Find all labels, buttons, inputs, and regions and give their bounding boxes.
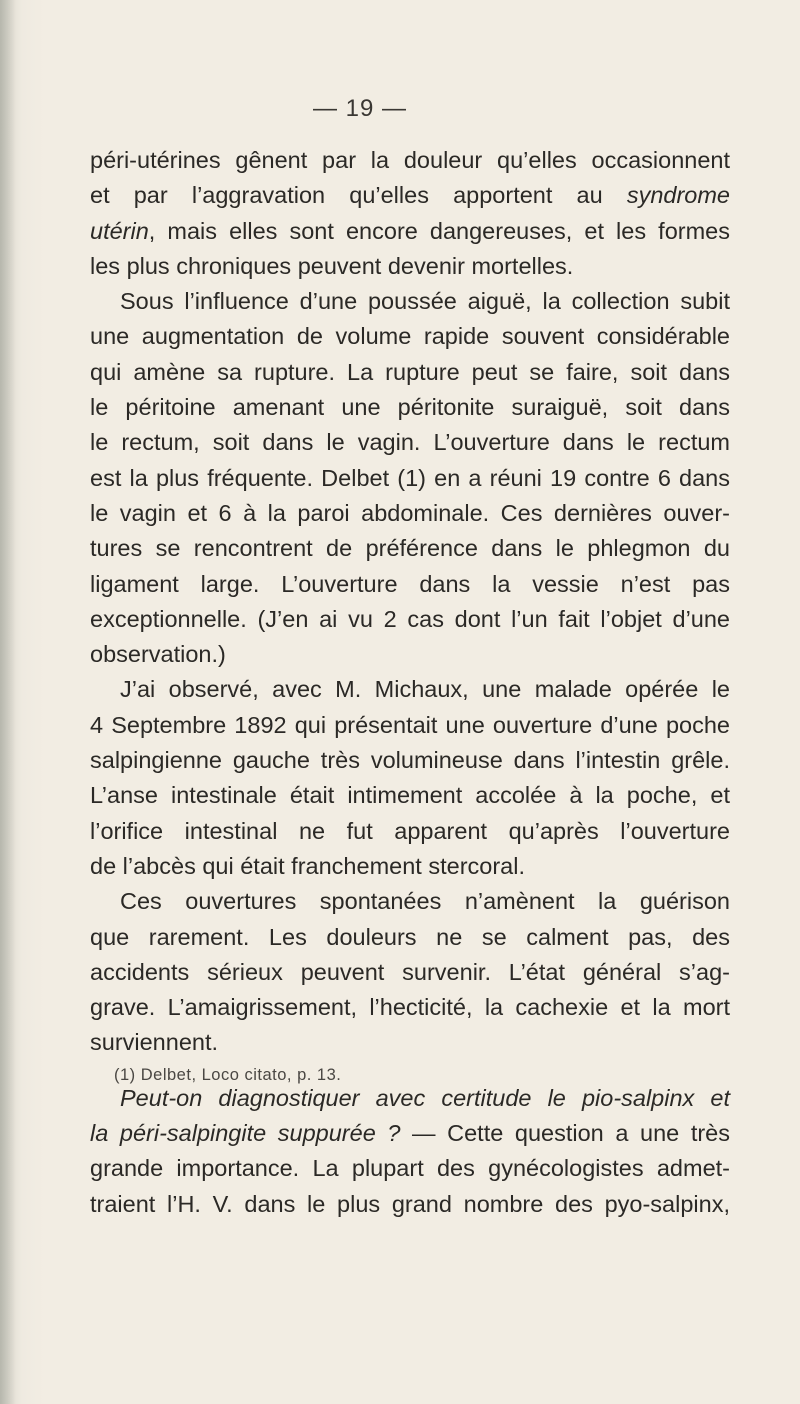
text-line: 4 Septembre 1892 qui présentait une ouverture d’une poche (90, 711, 730, 738)
text-line: Sous l’influence d’une poussée aiguë, la collection subit (120, 288, 730, 315)
text-line: salpingienne gauche très volumineuse dans l’intestin grêle. (90, 747, 730, 774)
text-line: observation.) (90, 641, 226, 668)
text-line: qui amène sa rupture. La rupture peut se faire, soit dans (90, 358, 730, 385)
paragraph-2 (90, 284, 730, 672)
binding-shadow (0, 0, 16, 1404)
text-line: accidents sérieux peuvent survenir. L’état général s’ag- (90, 958, 730, 985)
text-line: péri-utérines gênent par la douleur qu’elles occasionnent (90, 147, 730, 173)
text-line: L’anse intestinale était intimement accolée à la poche, et (90, 782, 730, 809)
text-line: le péritoine amenant une péritonite suraiguë, soit dans (90, 394, 730, 421)
text-line: grande importance. La plupart des gynécologistes admet- (90, 1155, 730, 1182)
text-line: J’ai observé, avec M. Michaux, une malade opérée le (120, 676, 730, 703)
text-line: le rectum, soit dans le vagin. L’ouverture dans le rectum (90, 429, 730, 456)
text-line: de l’abcès qui était franchement stercoral. (90, 852, 525, 879)
text-line: est la plus fréquente. Delbet (1) en a réuni 19 contre 6 dans (90, 464, 730, 491)
text-line: tures se rencontrent de préférence dans le phlegmon du (90, 535, 730, 562)
text-line: Ces ouvertures spontanées n’amènent la guérison (120, 888, 730, 915)
text-line: traient l’H. V. dans le plus grand nombre des pyo-salpinx, (90, 1190, 730, 1217)
text-line: une augmentation de volume rapide souvent considérable (90, 323, 730, 350)
text-line: les plus chroniques peuvent devenir mortelles. (90, 252, 574, 279)
text-line: l’orifice intestinal ne fut apparent qu’après l’ouverture (90, 817, 730, 844)
text-line: le vagin et 6 à la paroi abdominale. Ces dernières ouver- (90, 499, 730, 526)
text-line: Peut-on diagnostiquer avec certitude le pio-salpinx et (120, 1084, 730, 1111)
text-line: ligament large. L’ouverture dans la vessie n’est pas (90, 570, 730, 597)
paragraph-4 (90, 884, 730, 1060)
footnote: (1) Delbet, Loco citato, p. 13. (114, 1066, 342, 1084)
body-text (90, 143, 730, 1222)
text-line: la péri-salpingite suppurée ? — Cette question a une très (90, 1120, 730, 1147)
paragraph-5 (90, 1081, 730, 1222)
text-line: que rarement. Les douleurs ne se calment pas, des (90, 923, 730, 950)
text-line: grave. L’amaigrissement, l’hecticité, la cachexie et la mort (90, 994, 730, 1021)
text-line: et par l’aggravation qu’elles apportent au syndrome (90, 182, 730, 209)
text-line: utérin, mais elles sont encore dangereuses, et les formes (90, 217, 730, 244)
text-line: exceptionnelle. (J’en ai vu 2 cas dont l’un fait l’objet d’une (90, 605, 730, 632)
page-number: — 19 — (312, 95, 408, 122)
paragraph-3 (90, 672, 730, 884)
text-line: surviennent. (90, 1029, 219, 1056)
paragraph-1 (90, 143, 730, 284)
